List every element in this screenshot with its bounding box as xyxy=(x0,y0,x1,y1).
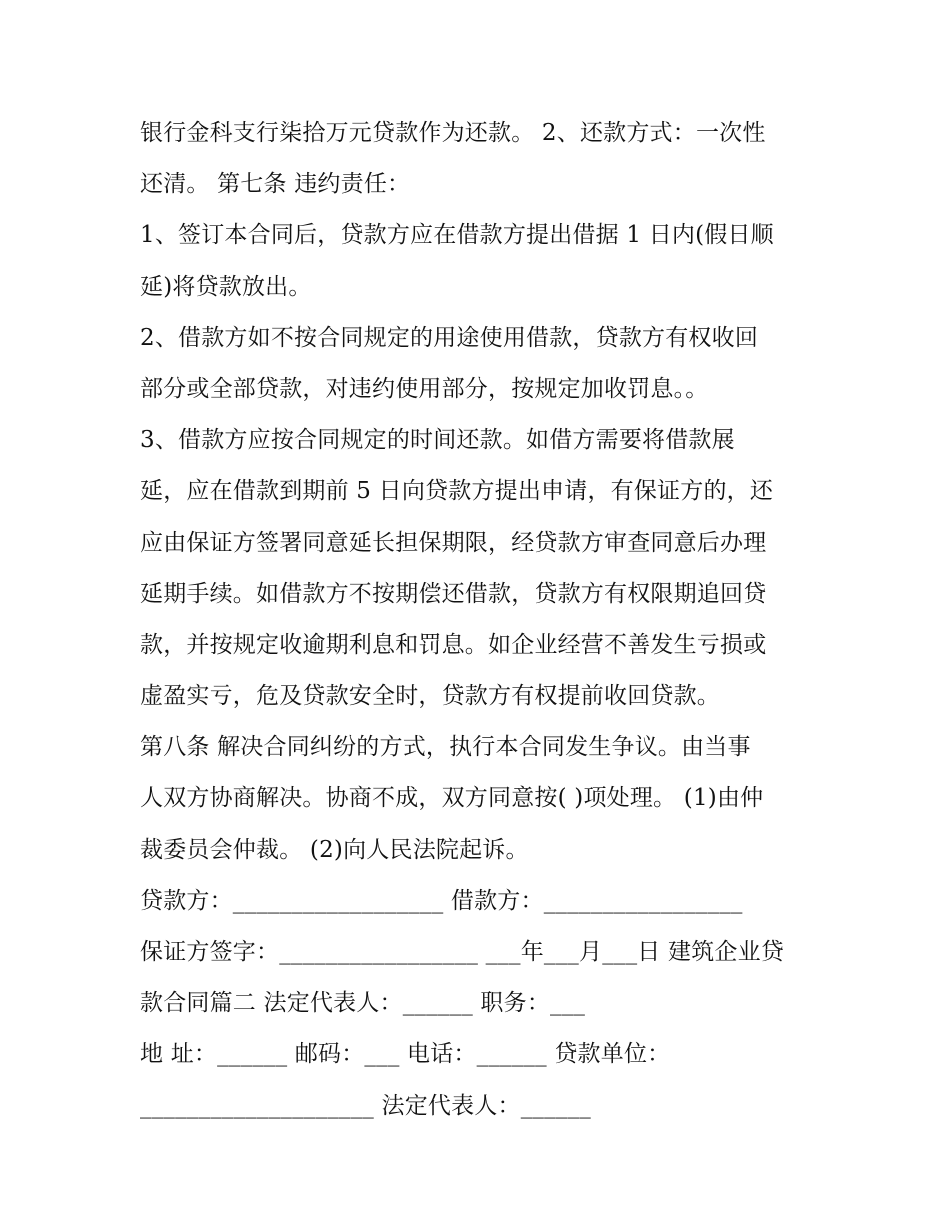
text-line: 应由保证方签署同意延长担保期限，经贷款方审查同意后办理 xyxy=(140,529,767,556)
text-line: 保证方签字：_________________ ___年___月___日 建筑企业贷 xyxy=(140,939,785,965)
text-line: 银行金科支行柒拾万元贷款作为还款。 2、还款方式：一次性 xyxy=(140,120,766,146)
text-line: 延期手续。如借款方不按期偿还借款，贷款方有权限期追回贷 xyxy=(140,580,767,607)
text-line: 延，应在借款到期前 5 日向贷款方提出申请，有保证方的，还 xyxy=(140,478,774,505)
text-line: 部分或全部贷款，对违约使用部分，按规定加收罚息。。 xyxy=(140,375,709,402)
text-line: 1、签订本合同后，贷款方应在借款方提出借据 1 日内(假日顺 xyxy=(140,222,774,249)
text-line: 2、借款方如不按合同规定的用途使用借款，贷款方有权收回 xyxy=(140,324,759,351)
text-line: 还清。 第七条 违约责任： xyxy=(140,171,411,198)
text-line: ____________________ 法定代表人：______ xyxy=(140,1092,591,1119)
text-line: 第八条 解决合同纠纷的方式，执行本合同发生争议。由当事 xyxy=(140,734,751,761)
text-line: 3、借款方应按合同规定的时间还款。如借方需要将借款展 xyxy=(140,427,735,454)
text-line: 款合同篇二 法定代表人：______ 职务：___ xyxy=(140,990,586,1017)
text-line: 虚盈实亏，危及贷款安全时，贷款方有权提前收回贷款。 xyxy=(140,683,720,710)
document-body xyxy=(140,108,820,1132)
text-line: 地 址：______ 邮码：___ 电话：______ 贷款单位： xyxy=(140,1041,671,1068)
text-line: 延)将贷款放出。 xyxy=(140,273,312,300)
text-line: 贷款方：__________________ 借款方：_________________ xyxy=(140,887,743,914)
text-line: 裁委员会仲裁。 (2)向人民法院起诉。 xyxy=(140,836,529,863)
text-line: 款，并按规定收逾期利息和罚息。如企业经营不善发生亏损或 xyxy=(140,631,767,658)
text-line: 人双方协商解决。协商不成，双方同意按( )项处理。 (1)由仲 xyxy=(140,785,764,812)
